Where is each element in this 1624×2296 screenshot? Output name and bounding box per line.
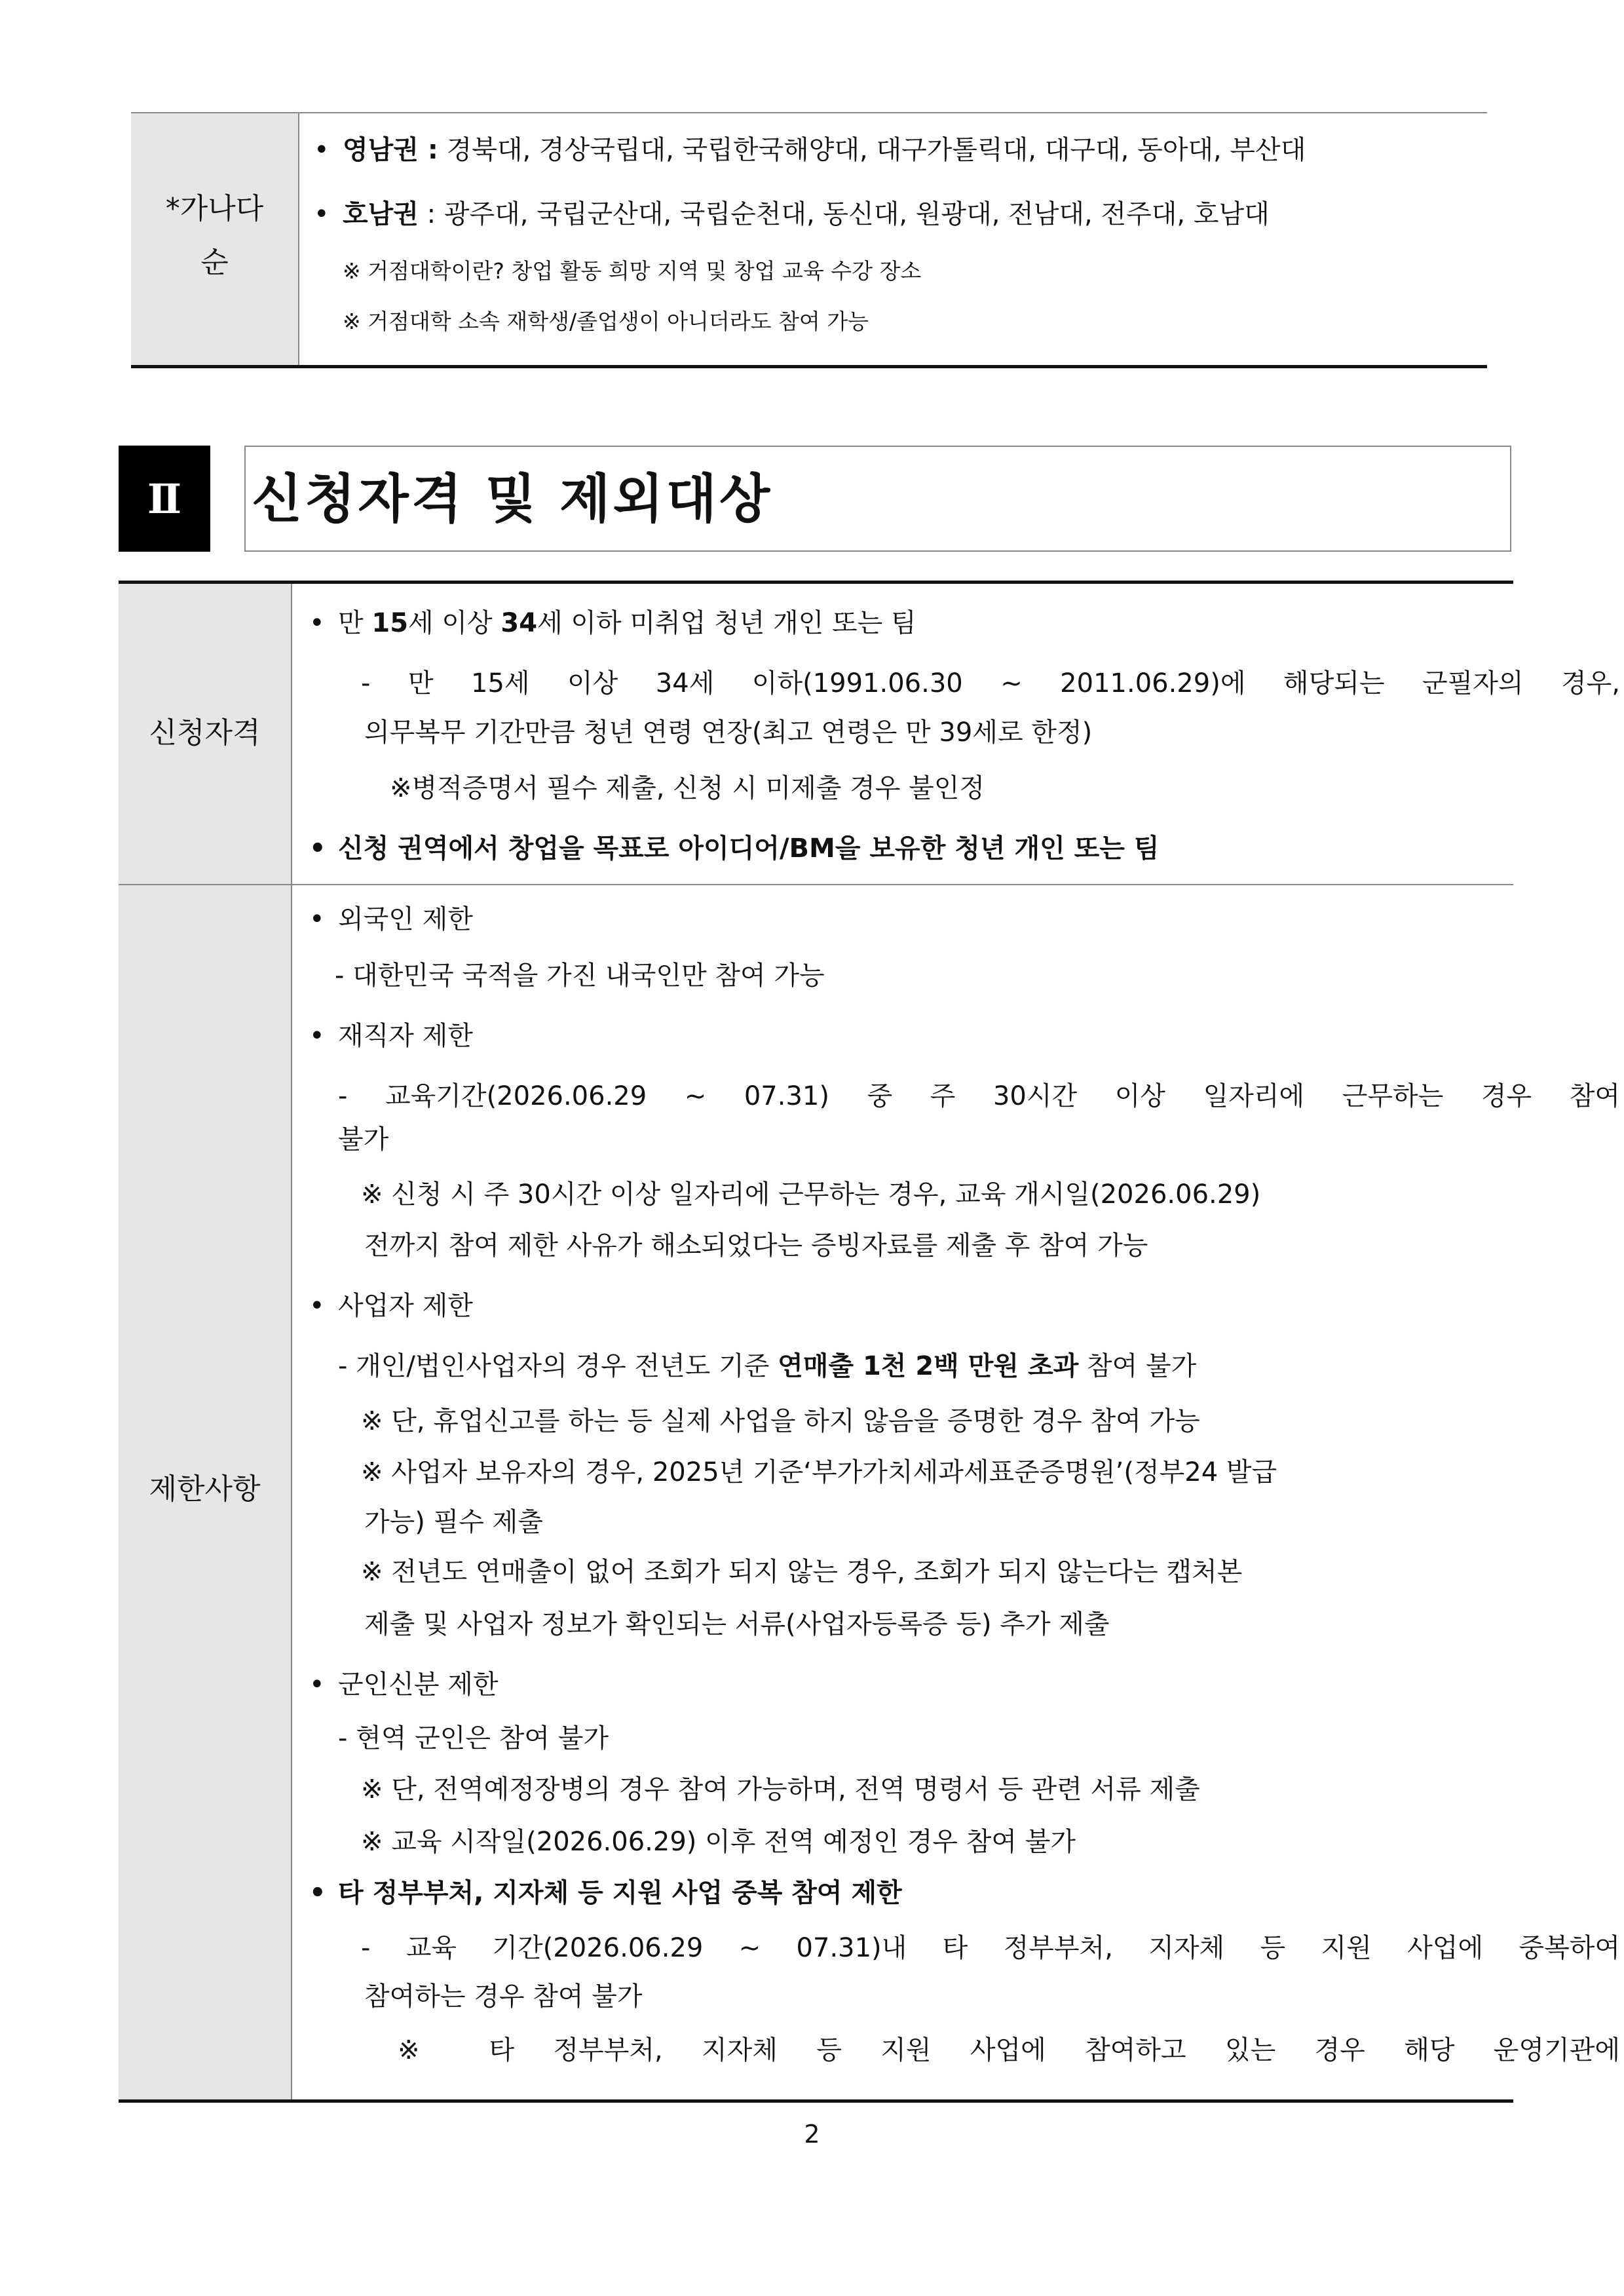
- honam-list: : 광주대, 국립군산대, 국립순천대, 동신대, 원광대, 전남대, 전주대, 호남대: [418, 199, 1270, 229]
- employed-sub-line1: - 교육기간(2026.06.29 ~ 07.31) 중 주 30시간 이상 일자리에 근무하는 경우 참여: [338, 1081, 1620, 1111]
- business-sub-pre: - 개인/법인사업자의 경우 전년도 기준: [338, 1351, 778, 1381]
- military-title: • 군인신분 제한: [338, 1666, 499, 1703]
- region-table-label-cell: [131, 113, 299, 365]
- section-title: 신청자격 및 제외대상: [252, 469, 773, 529]
- honam-title: 호남권: [343, 199, 419, 229]
- region-table-content: [299, 113, 1487, 365]
- employed-note-line2: 전까지 참여 제한 사유가 해소되었다는 증빙자료를 제출 후 참여 가능: [364, 1231, 1148, 1261]
- eligibility-label: 신청자격: [149, 716, 261, 750]
- business-title: • 사업자 제한: [338, 1288, 473, 1324]
- business-note-3-line1: ※ 전년도 연매출이 없어 조회가 되지 않는 경우, 조회가 되지 않는다는 캡처본: [361, 1557, 1243, 1587]
- business-note-2-line2: 가능) 필수 제출: [364, 1507, 543, 1537]
- foreign-title: • 외국인 제한: [338, 901, 473, 938]
- region-label-line2: 순: [200, 246, 229, 279]
- military-note-2: ※ 교육 시작일(2026.06.29) 이후 전역 예정인 경우 참여 불가: [361, 1827, 1076, 1857]
- eligibility-age-min: 15: [371, 608, 409, 638]
- business-sub: [338, 1348, 1196, 1385]
- eligibility-idea-item: • 신청 권역에서 창업을 목표로 아이디어/BM을 보유한 청년 개인 또는 팀: [338, 830, 1160, 867]
- eligibility-table: [119, 581, 1620, 2103]
- military-sub: - 현역 군인은 참여 불가: [338, 1723, 609, 1753]
- eligibility-military-line2: 의무복무 기간만큼 청년 연령 연장(최고 연령은 만 39세로 한정): [364, 718, 1093, 748]
- foreign-sub: - 대한민국 국적을 가진 내국인만 참여 가능: [335, 961, 825, 991]
- eligibility-label-cell: [119, 584, 292, 884]
- duplicate-note-line1: ※ 타 정부부처, 지자체 등 지원 사업에 참여하고 있는 경우 해당 운영기관에: [398, 2035, 1620, 2065]
- yeongnam-item: [343, 132, 1306, 168]
- duplicate-sub-line2: 참여하는 경우 참여 불가: [364, 1981, 643, 2012]
- business-sub-post: 참여 불가: [1078, 1351, 1197, 1381]
- region-table: [131, 112, 1487, 368]
- eligibility-military-line1: - 만 15세 이상 34세 이하(1991.06.30 ~ 2011.06.29)에 해당되는 군필자의 경우,: [361, 668, 1620, 698]
- section-number: Ⅱ: [147, 474, 182, 523]
- section-number-box: [119, 446, 210, 552]
- duplicate-sub-line1: - 교육 기간(2026.06.29 ~ 07.31)내 타 정부부처, 지자체 등 지원 사업에 중복하여: [361, 1933, 1620, 1963]
- page-number: 2: [804, 2120, 820, 2149]
- restrictions-label-cell: [119, 885, 292, 2099]
- region-note-2: ※ 거점대학 소속 재학생/졸업생이 아니더라도 참여 가능: [343, 309, 869, 334]
- business-note-1: ※ 단, 휴업신고를 하는 등 실제 사업을 하지 않음을 증명한 경우 참여 가능: [361, 1406, 1200, 1436]
- military-note-1: ※ 단, 전역예정장병의 경우 참여 가능하며, 전역 명령서 등 관련 서류 제출: [361, 1774, 1200, 1805]
- business-sub-bold: 연매출 1천 2백 만원 초과: [778, 1351, 1079, 1381]
- row-divider: [119, 884, 1513, 885]
- employed-note-line1: ※ 신청 시 주 30시간 이상 일자리에 근무하는 경우, 교육 개시일(2026.06.29): [361, 1179, 1261, 1210]
- restrictions-label: 제한사항: [149, 1472, 261, 1506]
- yeongnam-list: 경북대, 경상국립대, 국립한국해양대, 대구가톨릭대, 대구대, 동아대, 부산대: [438, 135, 1306, 165]
- employed-sub-line2: 불가: [338, 1124, 389, 1155]
- duplicate-title: • 타 정부부처, 지자체 등 지원 사업 중복 참여 제한: [338, 1875, 902, 1911]
- eligibility-age-mid: 세 이상: [408, 608, 501, 638]
- business-note-3-line2: 제출 및 사업자 정보가 확인되는 서류(사업자등록증 등) 추가 제출: [364, 1609, 1110, 1639]
- business-note-2-line1: ※ 사업자 보유자의 경우, 2025년 기준‘부가가치세과세표준증명원’(정부24 발급: [361, 1457, 1277, 1487]
- eligibility-age-post: 세 이하 미취업 청년 개인 또는 팀: [537, 608, 916, 638]
- eligibility-age-item: [338, 605, 916, 641]
- eligibility-military-note: ※병적증명서 필수 제출, 신청 시 미제출 경우 불인정: [390, 773, 985, 803]
- yeongnam-title: 영남권 :: [343, 135, 438, 165]
- region-label-line1: *가나다: [165, 192, 264, 225]
- eligibility-age-max: 34: [500, 608, 538, 638]
- eligibility-age-pre: 만: [338, 608, 372, 638]
- honam-item: [343, 196, 1270, 233]
- region-note-1: ※ 거점대학이란? 창업 활동 희망 지역 및 창업 교육 수강 장소: [343, 258, 922, 284]
- employed-title: • 재직자 제한: [338, 1018, 473, 1054]
